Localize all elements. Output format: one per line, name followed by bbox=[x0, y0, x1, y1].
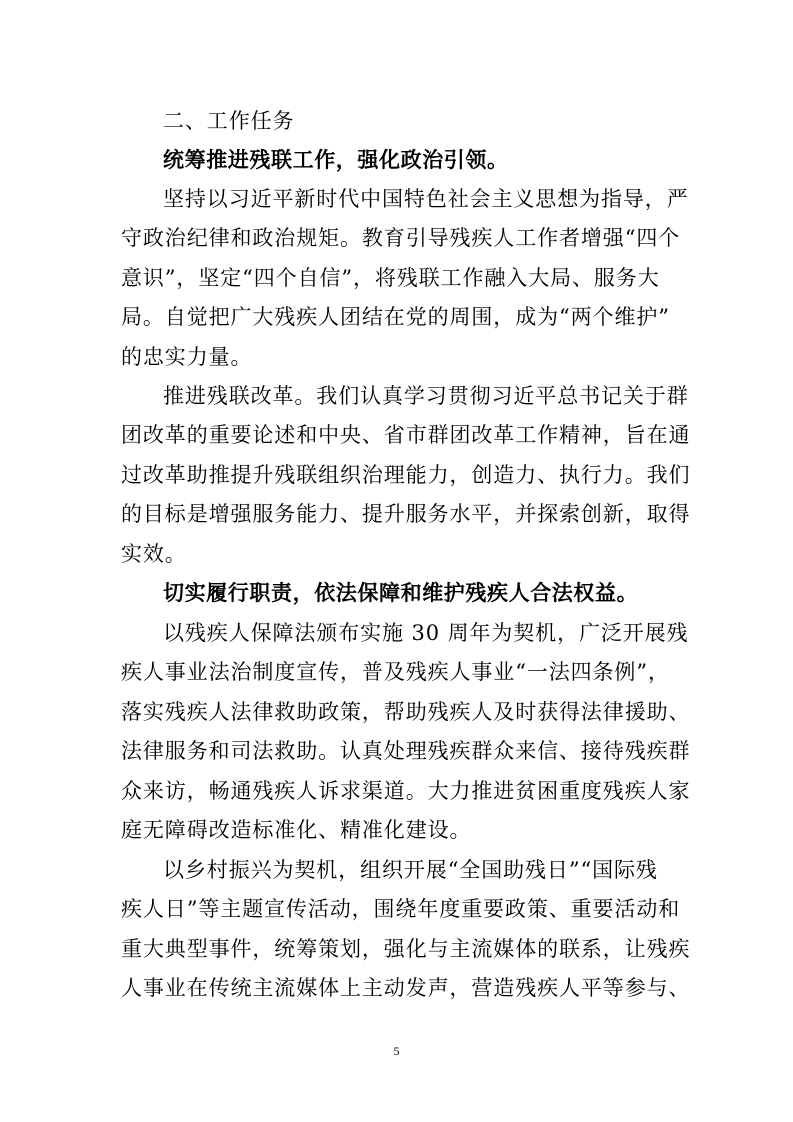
paragraph-line: 坚持以习近平新时代中国特色社会主义思想为指导，严 bbox=[163, 187, 689, 211]
subsection-title: 统筹推进残联工作，强化政治引领。 bbox=[163, 148, 509, 172]
paragraph-line: 以乡村振兴为契机，组织开展“全国助残日”“国际残 bbox=[163, 858, 658, 882]
paragraph-line: 的目标是增强服务能力、提升服务水平，并探索创新，取得 bbox=[121, 502, 691, 526]
section-heading: 二、工作任务 bbox=[163, 109, 295, 133]
page-number: 5 bbox=[393, 1044, 400, 1058]
paragraph-line: 过改革助推提升残联组织治理能力，创造力、执行力。我们 bbox=[121, 463, 691, 487]
paragraph-line: 疾人事业法治制度宣传，普及残疾人事业“一法四条例”， bbox=[121, 660, 670, 684]
paragraph-line: 团改革的重要论述和中央、省市群团改革工作精神，旨在通 bbox=[121, 423, 691, 447]
paragraph-line: 实效。 bbox=[121, 542, 187, 566]
paragraph-line: 以残疾人保障法颁布实施 30 周年为契机，广泛开展残 bbox=[163, 621, 689, 645]
paragraph-line: 局。自觉把广大残疾人团结在党的周围，成为“两个维护” bbox=[121, 305, 670, 329]
subsection-title: 切实履行职责，依法保障和维护残疾人合法权益。 bbox=[163, 581, 639, 605]
paragraph-line: 法律服务和司法救助。认真处理残疾群众来信、接待残疾群 bbox=[121, 739, 691, 763]
paragraph-line: 推进残联改革。我们认真学习贯彻习近平总书记关于群 bbox=[163, 384, 689, 408]
paragraph-line: 疾人日”等主题宣传活动，围绕年度重要政策、重要活动和 bbox=[121, 897, 681, 921]
paragraph-line: 重大典型事件，统筹策划，强化与主流媒体的联系，让残疾 bbox=[121, 937, 691, 961]
paragraph-line: 意识”，坚定“四个自信”，将残联工作融入大局、服务大 bbox=[121, 266, 660, 290]
paragraph-line: 的忠实力量。 bbox=[121, 345, 253, 369]
paragraph-line: 庭无障碍改造标准化、精准化建设。 bbox=[121, 818, 472, 842]
paragraph-line: 落实残疾人法律救助政策，帮助残疾人及时获得法律援助、 bbox=[121, 700, 691, 724]
paragraph-line: 众来访，畅通残疾人诉求渠道。大力推进贫困重度残疾人家 bbox=[121, 779, 691, 803]
paragraph-line: 人事业在传统主流媒体上主动发声，营造残疾人平等参与、 bbox=[121, 976, 691, 1000]
paragraph-line: 守政治纪律和政治规矩。教育引导残疾人工作者增强“四个 bbox=[121, 226, 681, 250]
